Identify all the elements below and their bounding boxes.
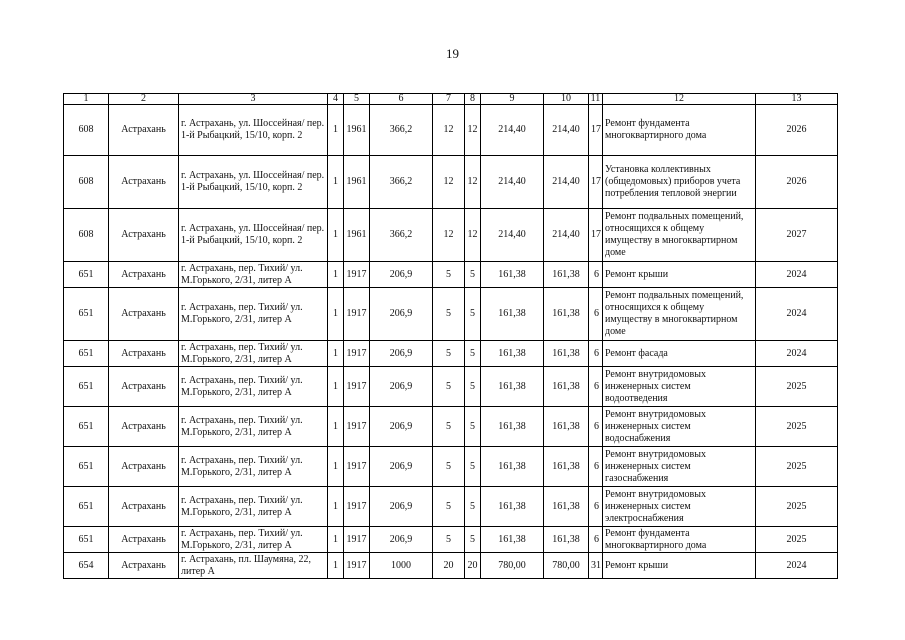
column-number-cell: 2 (109, 94, 179, 105)
table-cell: 1000 (370, 553, 433, 579)
table-cell: Ремонт внутридомовых инженерных систем водоснабжения (603, 407, 756, 447)
table-cell: 1961 (344, 209, 370, 262)
table-cell: 608 (64, 209, 109, 262)
table-cell: 206,9 (370, 341, 433, 367)
table-cell: 20 (465, 553, 481, 579)
table-cell: 1917 (344, 341, 370, 367)
column-number-cell: 12 (603, 94, 756, 105)
table-cell: 780,00 (481, 553, 544, 579)
table-row (64, 288, 838, 341)
table-cell: 1 (328, 288, 344, 341)
table-cell: 2024 (756, 341, 838, 367)
table-cell: 1 (328, 262, 344, 288)
table-cell: 608 (64, 156, 109, 209)
table-cell: г. Астрахань, ул. Шоссейная/ пер. 1-й Рыбацкий, 15/10, корп. 2 (179, 209, 328, 262)
table-cell: 2024 (756, 553, 838, 579)
table-cell: 161,38 (481, 367, 544, 407)
table-cell: 1917 (344, 487, 370, 527)
table-cell: 1 (328, 156, 344, 209)
table-cell: 31 (589, 553, 603, 579)
table-row (64, 341, 838, 367)
column-number-cell: 1 (64, 94, 109, 105)
table-cell: 1917 (344, 407, 370, 447)
table-cell: 5 (465, 447, 481, 487)
table-cell: Астрахань (109, 447, 179, 487)
table-cell: 1 (328, 527, 344, 553)
table-row (64, 156, 838, 209)
table-cell: 161,38 (544, 341, 589, 367)
table-cell: 5 (465, 341, 481, 367)
table-cell: 2024 (756, 288, 838, 341)
table-cell: Астрахань (109, 553, 179, 579)
table-cell: 214,40 (544, 209, 589, 262)
table-cell: Астрахань (109, 156, 179, 209)
table-cell: 161,38 (544, 367, 589, 407)
table-cell: 651 (64, 341, 109, 367)
column-number-cell: 6 (370, 94, 433, 105)
table-cell: 12 (433, 156, 465, 209)
table-cell: Ремонт фундамента многоквартирного дома (603, 527, 756, 553)
table-cell: 6 (589, 367, 603, 407)
table-cell: 2025 (756, 367, 838, 407)
table-cell: г. Астрахань, пл. Шаумяна, 22, литер А (179, 553, 328, 579)
column-number-cell: 10 (544, 94, 589, 105)
table-cell: 2025 (756, 447, 838, 487)
table-cell: г. Астрахань, пер. Тихий/ ул. М.Горького, 2/31, литер А (179, 487, 328, 527)
table-cell: 206,9 (370, 487, 433, 527)
table-cell: 6 (589, 288, 603, 341)
table-cell: 161,38 (481, 447, 544, 487)
table-cell: Ремонт внутридомовых инженерных систем газоснабжения (603, 447, 756, 487)
table-cell: 651 (64, 447, 109, 487)
table-cell: 5 (465, 527, 481, 553)
table-cell: 5 (433, 487, 465, 527)
table-cell: 6 (589, 527, 603, 553)
table-cell: 6 (589, 487, 603, 527)
table-cell: 5 (433, 407, 465, 447)
repair-schedule-table (63, 93, 838, 579)
table-cell: 366,2 (370, 105, 433, 156)
table-cell: 2026 (756, 105, 838, 156)
table-cell: 214,40 (481, 105, 544, 156)
table-cell: Ремонт внутридомовых инженерных систем электроснабжения (603, 487, 756, 527)
table-cell: 5 (465, 407, 481, 447)
table-cell: 214,40 (544, 156, 589, 209)
table-cell: 608 (64, 105, 109, 156)
table-cell: 1917 (344, 447, 370, 487)
table-cell: 161,38 (544, 447, 589, 487)
table-cell: 2025 (756, 527, 838, 553)
table-cell: 1 (328, 341, 344, 367)
table-cell: 1917 (344, 527, 370, 553)
table-cell: 5 (433, 527, 465, 553)
table-cell: 5 (433, 288, 465, 341)
table-cell: 12 (465, 156, 481, 209)
table-cell: 2025 (756, 407, 838, 447)
table-cell: Астрахань (109, 341, 179, 367)
column-number-cell: 5 (344, 94, 370, 105)
column-number-cell: 11 (589, 94, 603, 105)
column-number-cell: 9 (481, 94, 544, 105)
table-cell: Астрахань (109, 105, 179, 156)
column-number-row (64, 94, 838, 105)
table-cell: 2025 (756, 487, 838, 527)
table-cell: 1 (328, 209, 344, 262)
table-cell: 12 (465, 105, 481, 156)
table-cell: г. Астрахань, пер. Тихий/ ул. М.Горького, 2/31, литер А (179, 367, 328, 407)
table-cell: 5 (433, 262, 465, 288)
table-cell: 5 (465, 288, 481, 341)
table-cell: Установка коллективных (общедомовых) приборов учета потребления тепловой энергии (603, 156, 756, 209)
table-cell: 161,38 (544, 407, 589, 447)
table-cell: г. Астрахань, пер. Тихий/ ул. М.Горького, 2/31, литер А (179, 288, 328, 341)
table-cell: 161,38 (481, 487, 544, 527)
table-cell: 214,40 (544, 105, 589, 156)
table-cell: 17 (589, 209, 603, 262)
table-cell: 5 (433, 447, 465, 487)
table-cell: 2024 (756, 262, 838, 288)
table-row (64, 367, 838, 407)
table-cell: Астрахань (109, 407, 179, 447)
table-row (64, 447, 838, 487)
table-cell: 5 (433, 367, 465, 407)
table-cell: 12 (465, 209, 481, 262)
table-cell: Ремонт подвальных помещений, относящихся к общему имуществу в многоквартирном доме (603, 288, 756, 341)
table-cell: 2027 (756, 209, 838, 262)
table-cell: 12 (433, 209, 465, 262)
table-cell: 1 (328, 367, 344, 407)
table-cell: 651 (64, 407, 109, 447)
table-cell: 161,38 (544, 288, 589, 341)
column-number-cell: 7 (433, 94, 465, 105)
table-cell: Ремонт подвальных помещений, относящихся к общему имуществу в многоквартирном доме (603, 209, 756, 262)
table-cell: 17 (589, 156, 603, 209)
table-cell: 651 (64, 487, 109, 527)
table-cell: 1917 (344, 553, 370, 579)
table-row (64, 407, 838, 447)
table-cell: Астрахань (109, 262, 179, 288)
table-cell: 654 (64, 553, 109, 579)
column-number-cell: 8 (465, 94, 481, 105)
table-row (64, 553, 838, 579)
column-number-cell: 3 (179, 94, 328, 105)
table-cell: 6 (589, 262, 603, 288)
column-number-cell: 13 (756, 94, 838, 105)
table-cell: 206,9 (370, 288, 433, 341)
table-cell: 1 (328, 407, 344, 447)
table-cell: 1 (328, 447, 344, 487)
table-cell: 161,38 (544, 527, 589, 553)
table-cell: 5 (465, 262, 481, 288)
table-cell: 206,9 (370, 527, 433, 553)
table-cell: Ремонт фасада (603, 341, 756, 367)
table-cell: 161,38 (544, 487, 589, 527)
table-cell: 1 (328, 105, 344, 156)
table-row (64, 527, 838, 553)
table-cell: 6 (589, 447, 603, 487)
table-cell: 780,00 (544, 553, 589, 579)
column-number-cell: 4 (328, 94, 344, 105)
table-cell: 17 (589, 105, 603, 156)
table-cell: 366,2 (370, 209, 433, 262)
table-cell: Ремонт крыши (603, 262, 756, 288)
table-cell: 161,38 (544, 262, 589, 288)
table-cell: 206,9 (370, 367, 433, 407)
table-cell: 161,38 (481, 341, 544, 367)
table-cell: 2026 (756, 156, 838, 209)
table-cell: Астрахань (109, 209, 179, 262)
table-cell: 1917 (344, 288, 370, 341)
table-cell: г. Астрахань, пер. Тихий/ ул. М.Горького, 2/31, литер А (179, 447, 328, 487)
table-cell: 651 (64, 288, 109, 341)
table-cell: 651 (64, 367, 109, 407)
table-row (64, 209, 838, 262)
table-cell: 5 (433, 341, 465, 367)
table-cell: 20 (433, 553, 465, 579)
table-cell: 366,2 (370, 156, 433, 209)
table-cell: 206,9 (370, 262, 433, 288)
table-cell: Астрахань (109, 487, 179, 527)
table-cell: 206,9 (370, 407, 433, 447)
table-cell: 214,40 (481, 156, 544, 209)
table-cell: 1 (328, 487, 344, 527)
table-row (64, 487, 838, 527)
table-cell: 161,38 (481, 527, 544, 553)
table-cell: 161,38 (481, 262, 544, 288)
table-cell: 12 (433, 105, 465, 156)
table-cell: 651 (64, 262, 109, 288)
table-cell: 6 (589, 407, 603, 447)
table-cell: 1 (328, 553, 344, 579)
table-cell: Ремонт внутридомовых инженерных систем водоотведения (603, 367, 756, 407)
table-cell: г. Астрахань, ул. Шоссейная/ пер. 1-й Рыбацкий, 15/10, корп. 2 (179, 156, 328, 209)
table-cell: 5 (465, 367, 481, 407)
table-cell: 161,38 (481, 407, 544, 447)
table-cell: 1961 (344, 105, 370, 156)
table-cell: Астрахань (109, 527, 179, 553)
table-cell: 651 (64, 527, 109, 553)
table-cell: Астрахань (109, 288, 179, 341)
table-cell: г. Астрахань, пер. Тихий/ ул. М.Горького, 2/31, литер А (179, 341, 328, 367)
table-cell: г. Астрахань, пер. Тихий/ ул. М.Горького, 2/31, литер А (179, 407, 328, 447)
table-cell: г. Астрахань, ул. Шоссейная/ пер. 1-й Рыбацкий, 15/10, корп. 2 (179, 105, 328, 156)
table-cell: 1917 (344, 367, 370, 407)
table-row (64, 105, 838, 156)
table-cell: Астрахань (109, 367, 179, 407)
table-cell: г. Астрахань, пер. Тихий/ ул. М.Горького, 2/31, литер А (179, 527, 328, 553)
table-cell: Ремонт крыши (603, 553, 756, 579)
table-cell: 1961 (344, 156, 370, 209)
table-cell: 6 (589, 341, 603, 367)
table-cell: 5 (465, 487, 481, 527)
table-cell: Ремонт фундамента многоквартирного дома (603, 105, 756, 156)
table-cell: 206,9 (370, 447, 433, 487)
table-cell: 1917 (344, 262, 370, 288)
table-row (64, 262, 838, 288)
table-cell: г. Астрахань, пер. Тихий/ ул. М.Горького, 2/31, литер А (179, 262, 328, 288)
table-cell: 214,40 (481, 209, 544, 262)
table-cell: 161,38 (481, 288, 544, 341)
page-number: 19 (446, 46, 459, 61)
